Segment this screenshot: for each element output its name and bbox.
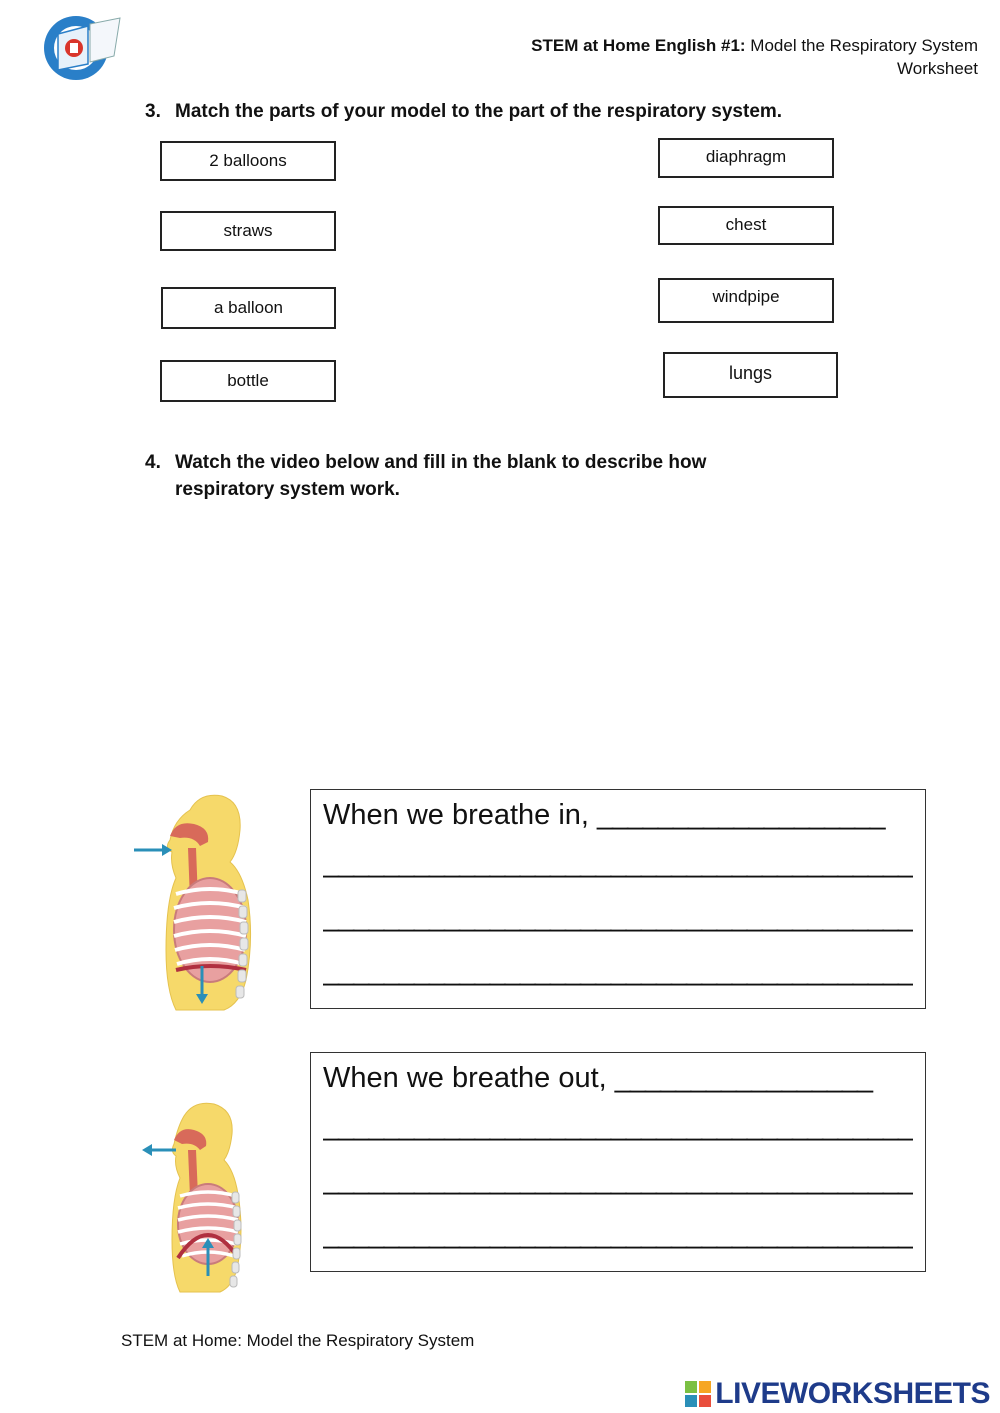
breathe-in-answer-box[interactable]: [310, 789, 926, 1009]
page-footer: STEM at Home: Model the Respiratory System: [121, 1331, 475, 1350]
breathe-out-blank-line[interactable]: _______________________________________: [323, 1110, 913, 1142]
question-3-text: Match the parts of your model to the part of the respiratory system.: [175, 101, 783, 122]
match-right-3[interactable]: windpipe: [658, 278, 834, 323]
breathe-in-blank-line[interactable]: _______________________________________: [323, 901, 913, 933]
breathe-out-answer-box[interactable]: [310, 1052, 926, 1272]
question-4-line2: respiratory system work.: [175, 479, 400, 500]
match-right-1[interactable]: diaphragm: [658, 138, 834, 178]
match-left-2[interactable]: straws: [160, 211, 336, 251]
breathe-in-illustration: [130, 790, 270, 1015]
brand-name: LIVEWORKSHEETS: [715, 1377, 990, 1410]
question-4: 4. Watch the video below and fill in the blank to describe how respiratory system work.: [145, 449, 706, 503]
match-left-3[interactable]: a balloon: [161, 287, 336, 329]
header-title: STEM at Home English #1: Model the Respiratory System: [531, 36, 978, 55]
header-subtitle: Worksheet: [897, 59, 978, 78]
breathe-in-first-line[interactable]: When we breathe in, ___________________: [323, 799, 885, 831]
school-logo: [40, 12, 128, 84]
liveworksheets-logo: [685, 1376, 990, 1412]
liveworksheets-icon: [685, 1381, 711, 1407]
question-3: 3. Match the parts of your model to the part of the respiratory system.: [145, 101, 783, 122]
question-4-line1: Watch the video below and fill in the blank to describe how: [175, 452, 707, 473]
breathe-out-blank-line[interactable]: _______________________________________: [323, 1218, 913, 1250]
breathe-out-illustration: [138, 1100, 258, 1295]
breathe-in-blank-line[interactable]: _______________________________________: [323, 847, 913, 879]
match-left-1[interactable]: 2 balloons: [160, 141, 336, 181]
match-left-4[interactable]: bottle: [160, 360, 336, 402]
match-right-4[interactable]: lungs: [663, 352, 838, 398]
breathe-out-first-line[interactable]: When we breathe out, _________________: [323, 1062, 872, 1094]
breathe-out-blank-line[interactable]: _______________________________________: [323, 1164, 913, 1196]
match-right-2[interactable]: chest: [658, 206, 834, 245]
page-header: [531, 34, 978, 80]
breathe-in-blank-line[interactable]: _______________________________________: [323, 955, 913, 987]
